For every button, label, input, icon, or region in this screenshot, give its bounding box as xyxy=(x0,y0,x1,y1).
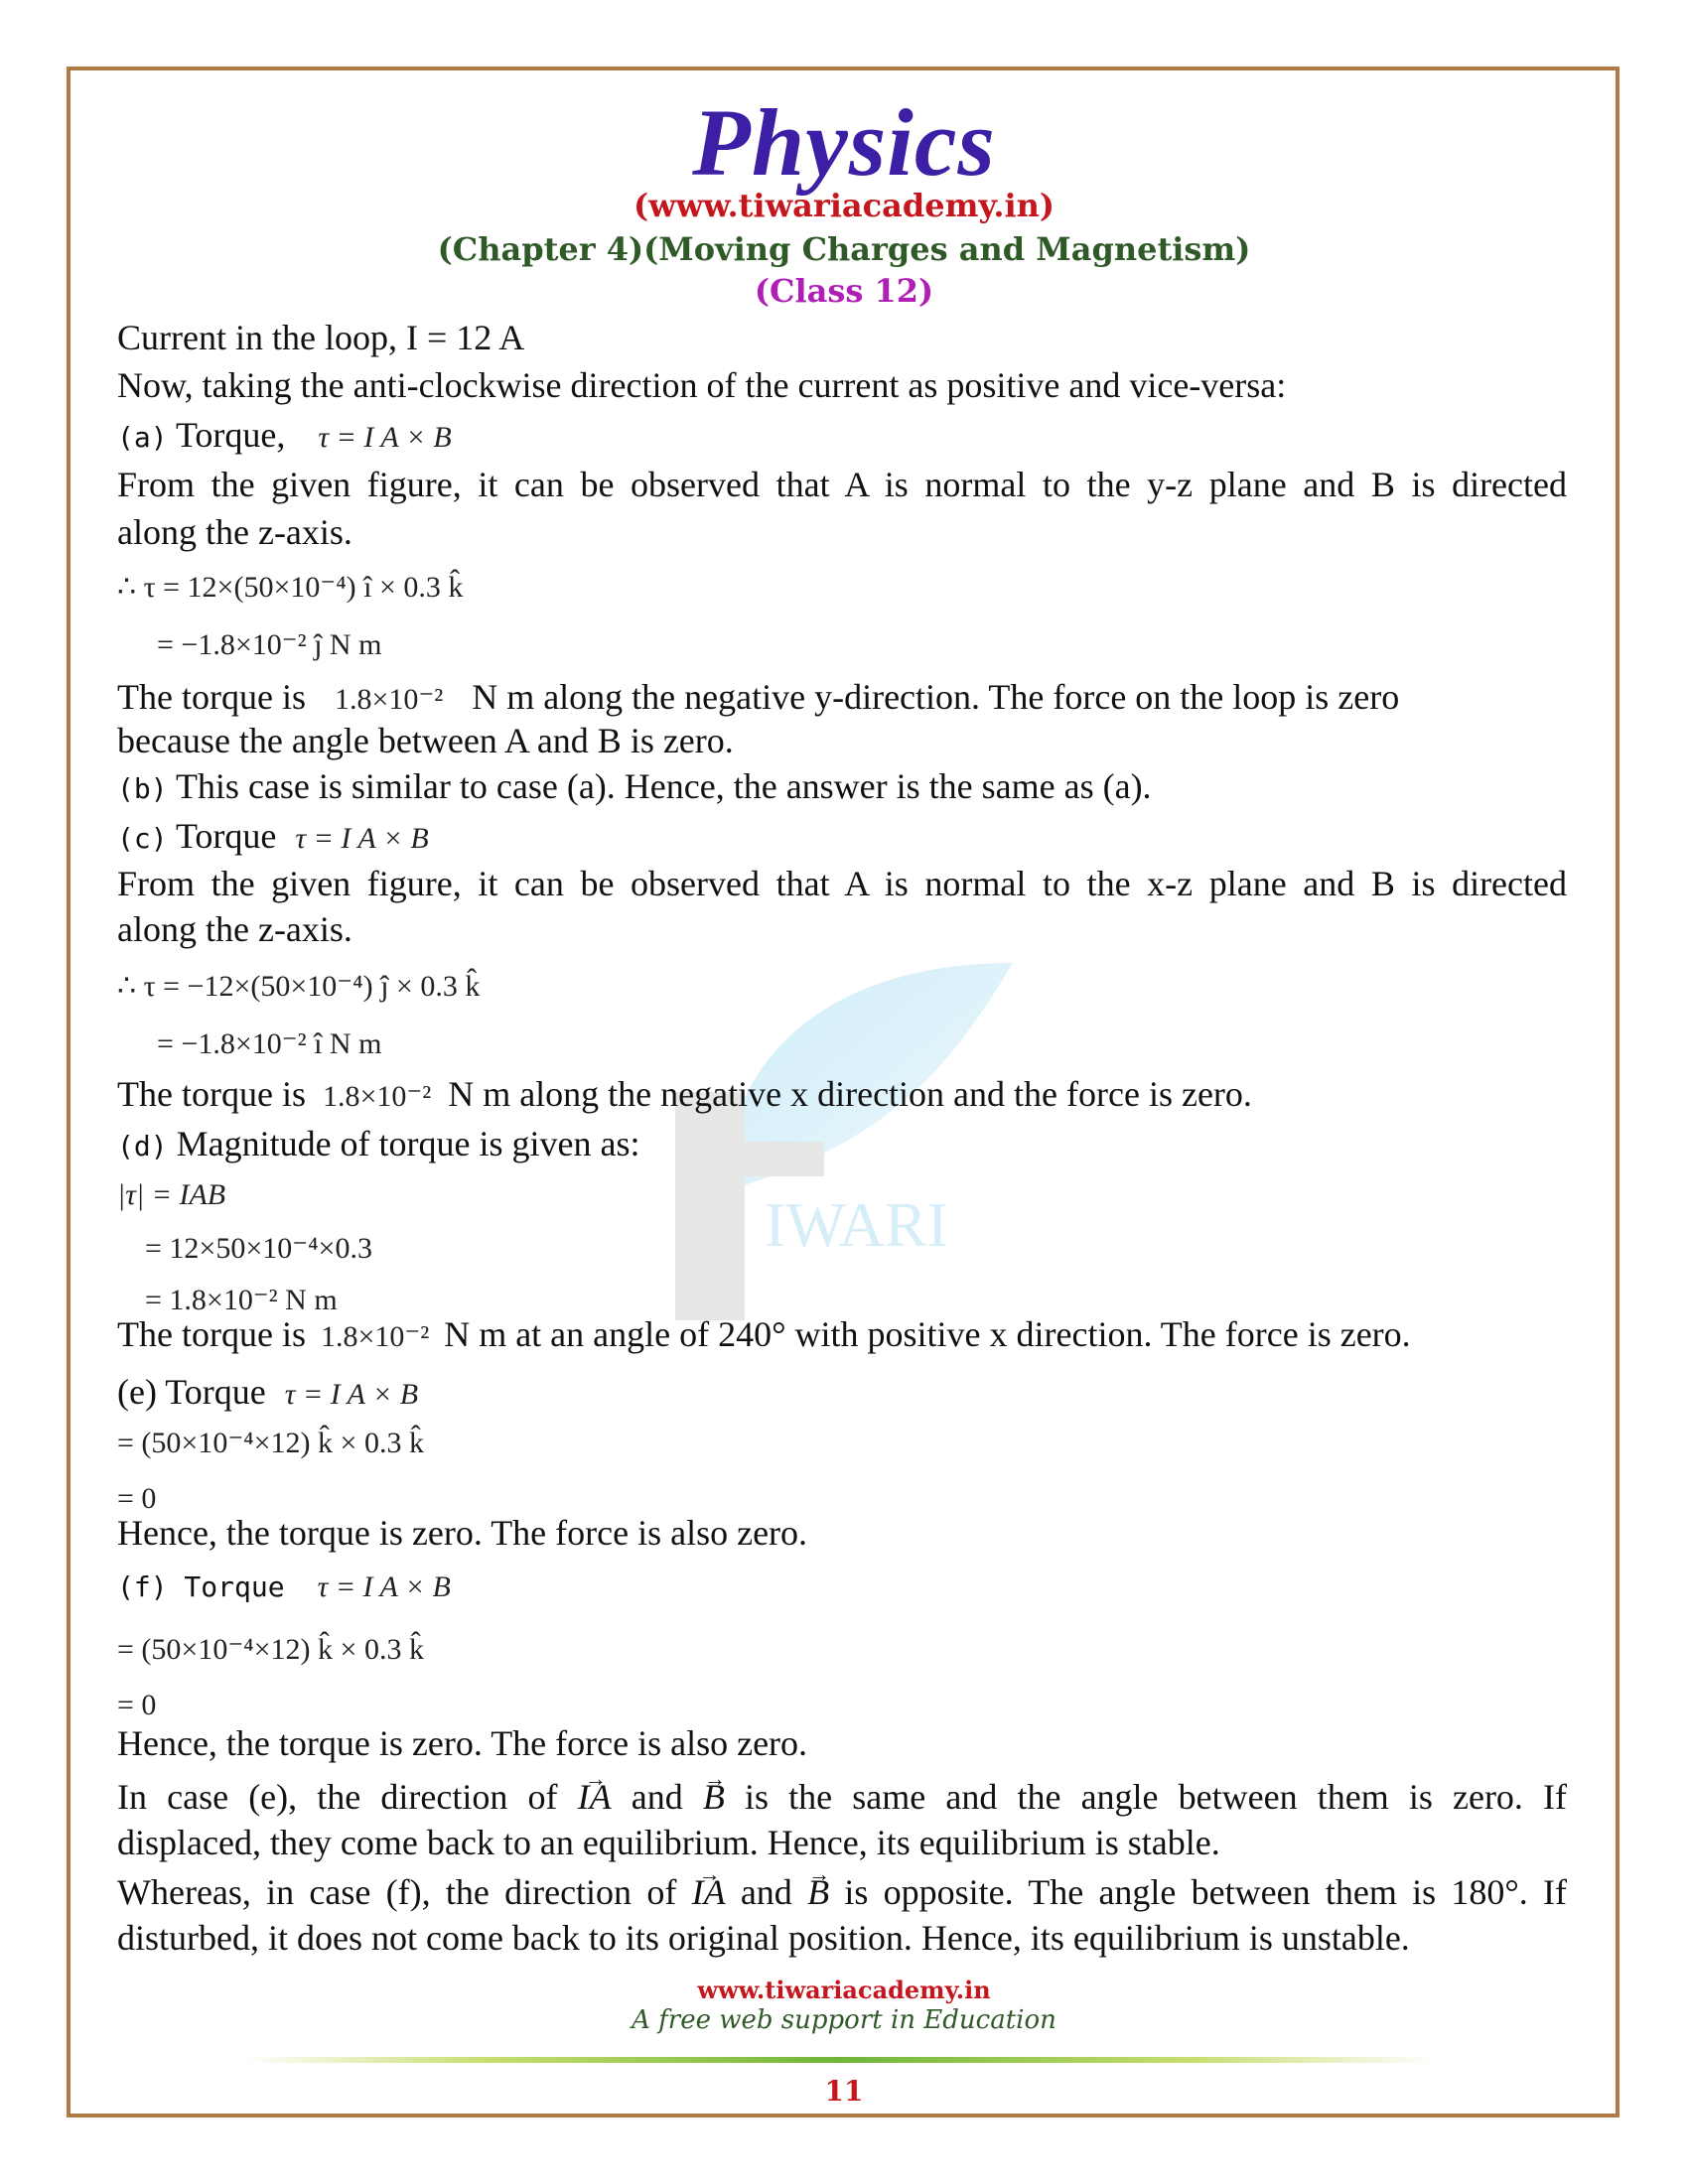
part-c-result xyxy=(117,1072,1567,1119)
vector-ia: → IA xyxy=(692,1870,726,1914)
part-f-equation-2: = 0 xyxy=(117,1689,157,1721)
stability-1c: is the same and the angle between them is zero. If xyxy=(745,1777,1568,1817)
part-a-observation: From the given figure, it can be observed that A is normal to the y-z plane and B is directed xyxy=(117,465,1567,504)
torque-formula: τ = I A × B xyxy=(318,421,452,454)
part-d xyxy=(117,1122,1567,1168)
part-a-equation-2: = −1.8×10⁻² ĵ N m xyxy=(157,628,382,661)
part-a-result-pre: The torque is xyxy=(117,677,306,717)
footer-website: www.tiwariacademy.in xyxy=(697,1976,991,2004)
part-a-observation-2: along the z-axis. xyxy=(117,512,352,552)
document-body xyxy=(117,0,1567,2184)
vector-b: → B xyxy=(807,1870,829,1914)
footer-divider xyxy=(243,2057,1435,2063)
part-c-torque xyxy=(117,814,1567,861)
part-f-result: Hence, the torque is zero. The force is also zero. xyxy=(117,1723,808,1763)
part-a-result-post: N m along the negative y-direction. The force on the loop is zero xyxy=(472,677,1400,717)
part-e-equation-1: = (50×10⁻⁴×12) k̂ × 0.3 k̂ xyxy=(117,1427,424,1459)
stability-paragraph-1-line-2: displaced, they come back to an equilibrium. Hence, its equilibrium is stable. xyxy=(117,1823,1220,1862)
part-d-label: (d) xyxy=(117,1130,168,1162)
part-d-equation-2: = 12×50×10⁻⁴×0.3 xyxy=(145,1232,372,1265)
stability-1b: and xyxy=(631,1777,683,1817)
part-c-torque-word: Torque xyxy=(175,816,277,856)
part-f-formula: τ = I A × B xyxy=(317,1570,451,1603)
part-a-torque xyxy=(117,413,1567,460)
part-b-text: This case is similar to case (a). Hence, the answer is the same as (a). xyxy=(175,766,1152,806)
part-d-result-pre: The torque is xyxy=(117,1314,306,1354)
part-e-formula: τ = I A × B xyxy=(284,1378,419,1411)
part-a-result-2: because the angle between A and B is zero. xyxy=(117,721,734,760)
part-c-equation-2: = −1.8×10⁻² î N m xyxy=(157,1027,382,1060)
stability-2c: is opposite. The angle between them is 180°. If xyxy=(844,1872,1568,1912)
part-d-result-value: 1.8×10⁻² xyxy=(320,1320,430,1353)
part-c-result-post: N m along the negative x direction and the force is zero. xyxy=(448,1074,1252,1114)
stability-paragraph-1 xyxy=(117,1775,1567,1819)
vector-ia: → IA xyxy=(578,1775,612,1819)
stability-paragraph-2-line-2: disturbed, it does not come back to its original position. Hence, its equilibrium is unstable. xyxy=(117,1918,1410,1958)
vector-b: → B xyxy=(703,1775,725,1819)
footer-tagline: A free web support in Education xyxy=(632,2005,1056,2035)
page-title: Physics xyxy=(692,89,996,196)
part-d-result-post: N m at an angle of 240° with positive x direction. The force is zero. xyxy=(444,1314,1411,1354)
part-f-equation-1: = (50×10⁻⁴×12) k̂ × 0.3 k̂ xyxy=(117,1633,424,1666)
part-d-result xyxy=(117,1312,1567,1359)
class-heading: (Class 12) xyxy=(754,272,934,310)
part-d-equation-1: |τ| = IAB xyxy=(117,1178,226,1211)
stability-paragraph-2 xyxy=(117,1870,1567,1914)
part-e-label: (e) Torque xyxy=(117,1372,266,1412)
part-e-equation-2: = 0 xyxy=(117,1482,157,1515)
part-a-result xyxy=(117,675,1567,722)
part-d-equation-3: = 1.8×10⁻² N m xyxy=(145,1284,338,1316)
part-a-label: (a) xyxy=(117,421,168,454)
convention-line: Now, taking the anti-clockwise direction of the current as positive and vice-versa: xyxy=(117,365,1287,405)
stability-2a: Whereas, in case (f), the direction of xyxy=(117,1872,677,1912)
part-d-text: Magnitude of torque is given as: xyxy=(176,1124,640,1163)
part-a-equation-1: ∴ τ = 12×(50×10⁻⁴) î × 0.3 k̂ xyxy=(117,571,464,604)
part-c-result-pre: The torque is xyxy=(117,1074,306,1114)
stability-1a: In case (e), the direction of xyxy=(117,1777,558,1817)
part-f-torque xyxy=(117,1563,1567,1609)
part-c-observation: From the given figure, it can be observed that A is normal to the x-z plane and B is directed xyxy=(117,864,1567,903)
part-b xyxy=(117,764,1567,811)
part-e-result: Hence, the torque is zero. The force is also zero. xyxy=(117,1513,808,1553)
part-c-equation-1: ∴ τ = −12×(50×10⁻⁴) ĵ × 0.3 k̂ xyxy=(117,970,481,1003)
part-e-torque xyxy=(117,1370,1567,1417)
header-website: (www.tiwariacademy.in) xyxy=(633,187,1055,224)
part-c-label: (c) xyxy=(117,822,168,855)
part-b-label: (b) xyxy=(117,772,168,805)
part-a-torque-word: Torque, xyxy=(175,415,286,455)
part-c-observation-2: along the z-axis. xyxy=(117,909,352,949)
page-number: 11 xyxy=(824,2075,864,2108)
stability-2b: and xyxy=(740,1872,792,1912)
part-f-label: (f) Torque xyxy=(117,1570,285,1603)
current-line: Current in the loop, I = 12 A xyxy=(117,318,525,357)
part-c-formula: τ = I A × B xyxy=(295,822,429,855)
part-c-result-value: 1.8×10⁻² xyxy=(322,1080,432,1113)
chapter-heading: (Chapter 4)(Moving Charges and Magnetism) xyxy=(437,230,1251,268)
watermark-text: IWARI xyxy=(765,1189,948,1260)
part-a-result-value: 1.8×10⁻² xyxy=(334,683,444,716)
